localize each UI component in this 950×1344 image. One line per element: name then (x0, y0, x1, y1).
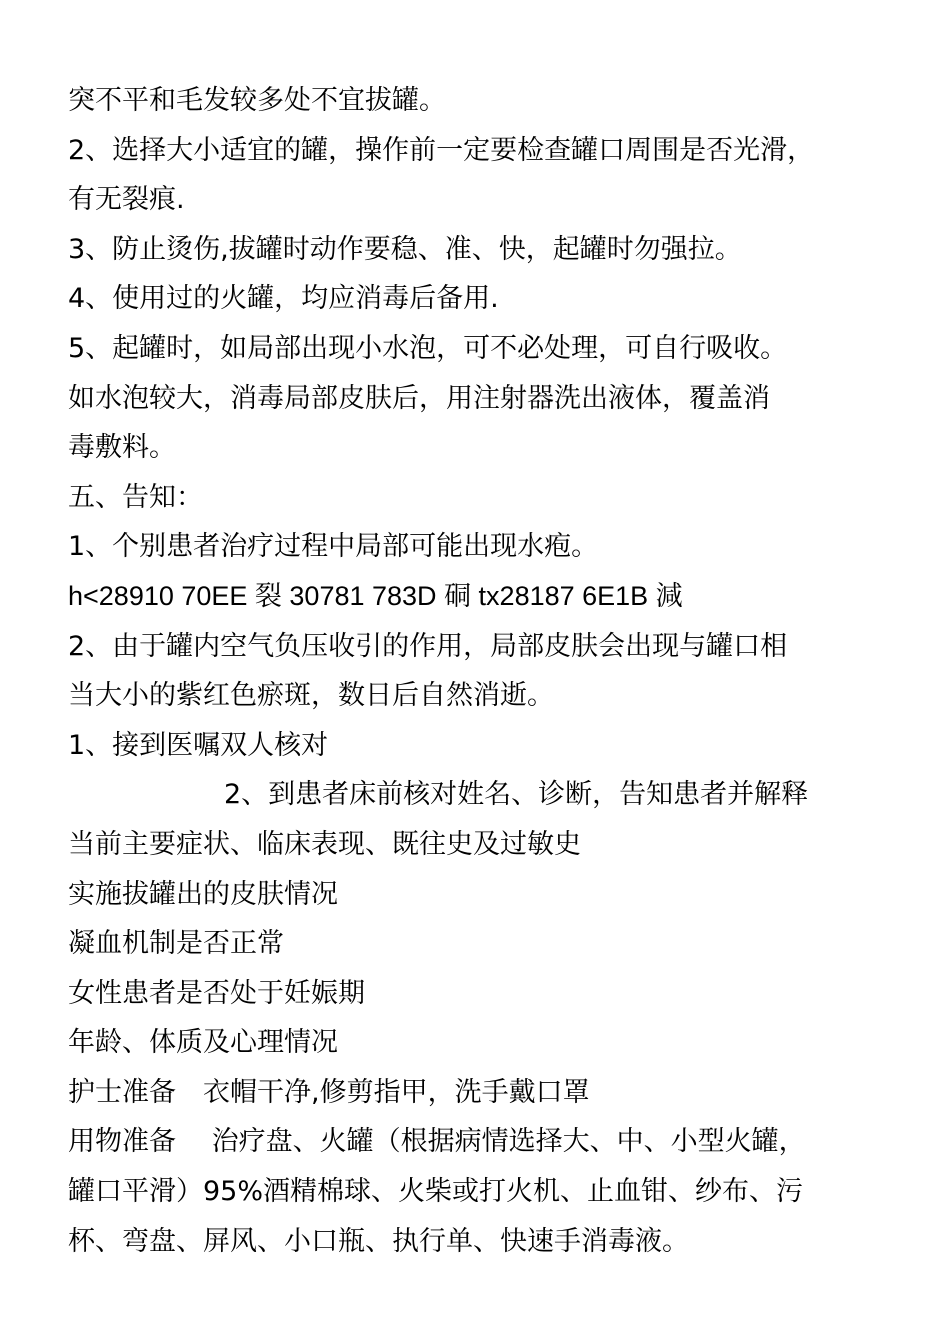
text-line-24: 杯、弯盘、屏风、小口瓶、执行单、快速手消毒液。 (68, 1225, 689, 1257)
text-line-23: 罐口平滑）95%酒精棉球、火柴或打火机、止血钳、纱布、污 (68, 1176, 804, 1208)
text-line-12: 2、由于罐内空气负压收引的作用，局部皮肤会出现与罐口相 (68, 630, 788, 662)
text-line-16: 当前主要症状、临床表现、既往史及过敏史 (68, 828, 581, 860)
text-line-4: 3、防止烫伤,拔罐时动作要稳、准、快，起罐时勿强拉。 (68, 233, 742, 265)
text-line-20: 年龄、体质及心理情况 (68, 1027, 338, 1059)
section-heading-notice: 五、告知： (68, 481, 203, 513)
supplies-preparation-line: 用物准备 治疗盘、火罐（根据病情选择大、中、小型火罐， (68, 1126, 806, 1158)
nurse-preparation-line: 护士准备 衣帽干净,修剪指甲，洗手戴口罩 (68, 1076, 590, 1108)
text-line-15: 2、到患者床前核对姓名、诊断，告知患者并解释 (224, 779, 809, 811)
text-line-3: 有无裂痕. (68, 184, 185, 216)
text-line-17: 实施拔罐出的皮肤情况 (68, 878, 338, 910)
text-line-7: 如水泡较大，消毒局部皮肤后，用注射器洗出液体，覆盖消 (68, 382, 770, 414)
text-line-8: 毒敷料。 (68, 432, 176, 464)
text-line-10: 1、个别患者治疗过程中局部可能出现水疱。 (68, 531, 599, 563)
text-line-14: 1、接到医嘱双人核对 (68, 729, 329, 761)
text-line-13: 当大小的紫红色瘀斑，数日后自然消逝。 (68, 680, 554, 712)
text-line-5: 4、使用过的火罐，均应消毒后备用. (68, 283, 499, 315)
text-line-1: 突不平和毛发较多处不宜拔罐。 (68, 85, 446, 116)
text-line-18: 凝血机制是否正常 (68, 928, 284, 960)
text-line-2: 2、选择大小适宜的罐，操作前一定要检查罐口周围是否光滑， (68, 134, 815, 166)
document-page (68, 76, 898, 1266)
text-line-6: 5、起罐时，如局部出现小水泡，可不必处理，可自行吸收。 (68, 332, 788, 364)
text-line-19: 女性患者是否处于妊娠期 (68, 977, 365, 1009)
garbled-code-line: h<28910 70EE 裂 30781 783D 硐 tx28187 6E1B 減 (68, 580, 683, 611)
